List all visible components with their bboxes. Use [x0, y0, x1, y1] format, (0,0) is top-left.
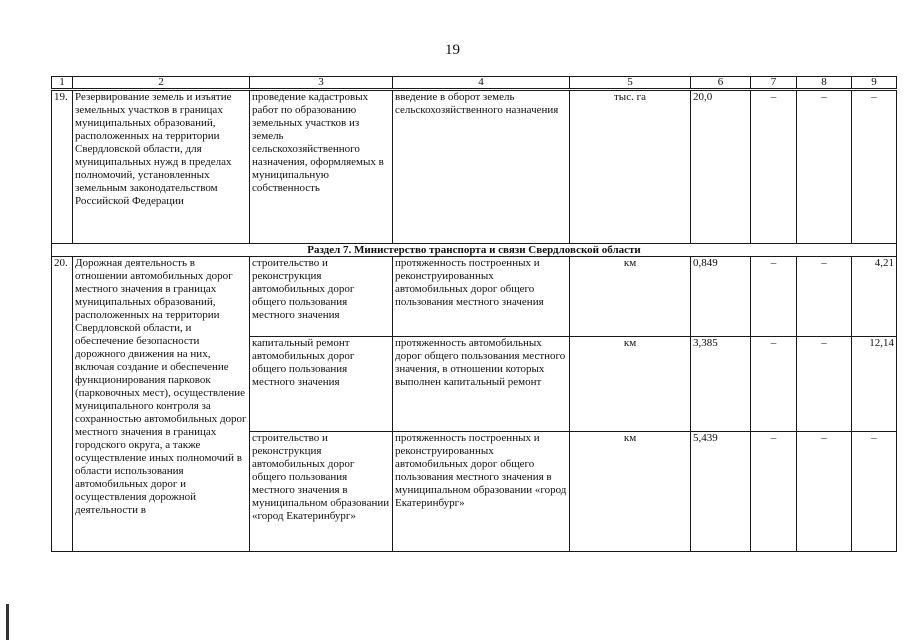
activity-cell: капитальный ремонт автомобильных дорог общего пользования местного значения: [250, 337, 393, 432]
section-title: Раздел 7. Министерство транспорта и связи Свердловской области: [52, 244, 897, 257]
column-number: 1: [52, 77, 73, 90]
column-number-row: [52, 77, 897, 90]
value-cell: –: [852, 90, 897, 244]
activity-cell: строительство и реконструкция автомобильных дорог общего пользования местного значения в муниципальном образовании «город Екатеринбург»: [250, 432, 393, 552]
unit-cell: км: [570, 257, 691, 337]
value-cell: 4,21: [852, 257, 897, 337]
value-cell: –: [797, 432, 852, 552]
value-cell: 12,14: [852, 337, 897, 432]
table-row-19: [52, 90, 897, 244]
value-cell: 0,849: [691, 257, 751, 337]
goal-cell: Дорожная деятельность в отношении автомобильных дорог местного значения в границах муниципальных образований, расположенных на территории Свердловской области, и обеспечение безопасности дорожного движения на них, включая создание и обеспечение функционирования парковок (парковочных мест), осуществление муниципального контроля за сохранностью автомобильных дорог местного значения в границах городского округа, а также осуществление иных полномочий в области использования автомобильных дорог и осуществления дорожной деятельности в: [73, 257, 250, 552]
value-cell: –: [751, 432, 797, 552]
indicator-cell: протяженность автомобильных дорог общего пользования местного значения, в отношении которых выполнен капитальный ремонт: [393, 337, 570, 432]
column-number: 7: [751, 77, 797, 90]
row-number: 20.: [52, 257, 73, 552]
value-cell: 3,385: [691, 337, 751, 432]
indicator-cell: введение в оборот земель сельскохозяйственного назначения: [393, 90, 570, 244]
column-number: 9: [852, 77, 897, 90]
value-cell: –: [751, 257, 797, 337]
unit-cell: км: [570, 432, 691, 552]
value-cell: 5,439: [691, 432, 751, 552]
page-number: 19: [445, 42, 460, 58]
value-cell: –: [751, 337, 797, 432]
row-number: 19.: [52, 90, 73, 244]
indicator-cell: протяженность построенных и реконструированных автомобильных дорог общего пользования местного значения: [393, 257, 570, 337]
program-table: [51, 76, 897, 552]
value-cell: –: [797, 90, 852, 244]
section-row: [52, 244, 897, 257]
scan-edge-mark: [6, 604, 9, 640]
column-number: 5: [570, 77, 691, 90]
unit-cell: тыс. га: [570, 90, 691, 244]
value-cell: 20,0: [691, 90, 751, 244]
activity-cell: проведение кадастровых работ по образованию земельных участков из земель сельскохозяйственного назначения, оформляемых в муниципальную собственность: [250, 90, 393, 244]
column-number: 2: [73, 77, 250, 90]
column-number: 3: [250, 77, 393, 90]
column-number: 4: [393, 77, 570, 90]
unit-cell: км: [570, 337, 691, 432]
value-cell: –: [797, 337, 852, 432]
value-cell: –: [852, 432, 897, 552]
goal-cell: Резервирование земель и изъятие земельных участков в границах муниципальных образований, расположенных на территории Свердловской области, для муниципальных нужд в пределах полномочий, установленных земельным законодательством Российской Федерации: [73, 90, 250, 244]
activity-cell: строительство и реконструкция автомобильных дорог общего пользования местного значения: [250, 257, 393, 337]
value-cell: –: [797, 257, 852, 337]
table-row-20: [52, 257, 897, 337]
value-cell: –: [751, 90, 797, 244]
column-number: 8: [797, 77, 852, 90]
column-number: 6: [691, 77, 751, 90]
indicator-cell: протяженность построенных и реконструированных автомобильных дорог общего пользования местного значения в муниципальном образовании «город Екатеринбург»: [393, 432, 570, 552]
